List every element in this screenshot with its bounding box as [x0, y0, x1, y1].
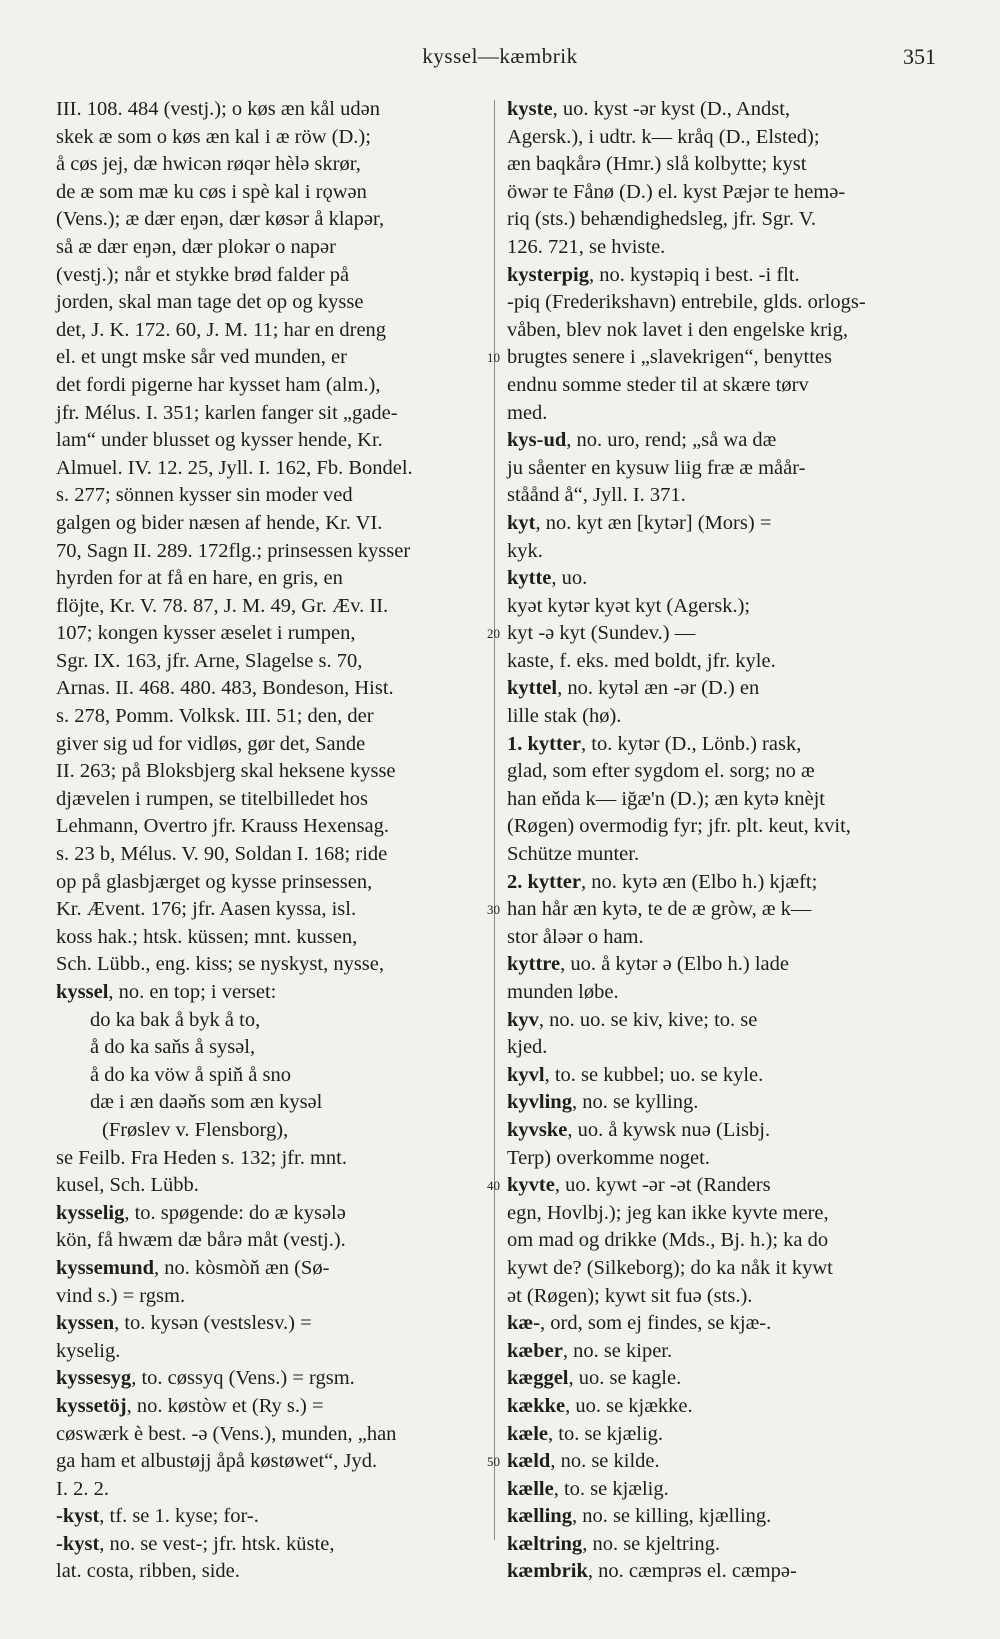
text-line: Kr. Ævent. 176; jfr. Aasen kyssa, isl. — [56, 898, 357, 921]
text-line: (Røgen) overmodig fyr; jfr. plt. keut, kvit, — [507, 815, 851, 838]
text-line: giver sig ud for vidløs, gør det, Sande — [56, 732, 366, 755]
text-line: -piq (Frederikshavn) entrebile, glds. orlogs- — [507, 291, 866, 314]
headword: kyvte — [507, 1174, 555, 1197]
page-number: 351 — [903, 44, 936, 69]
headword: kæle — [507, 1422, 548, 1445]
text-line: kywt de? (Silkeborg); do ka nåk it kywt — [507, 1256, 833, 1279]
text-line: kæmbrik, no. cæmprəs el. cæmpə- — [507, 1560, 797, 1583]
text-line: kyvl, to. se kubbel; uo. se kyle. — [507, 1063, 764, 1086]
text-line: s. 23 b, Mélus. V. 90, Soldan I. 168; ride — [56, 843, 388, 866]
text-line: æn baqkårə (Hmr.) slå kolbytte; kyst — [507, 153, 807, 176]
text-line: kæld, no. se kilde. — [507, 1450, 660, 1473]
text-line: kyssemund, no. kòsmòň æn (Sø- — [56, 1256, 330, 1279]
text-line: kyvske, uo. å kywsk nuə (Lisbj. — [507, 1118, 771, 1141]
text-line: 2. kytter, no. kytə æn (Elbo h.) kjæft; — [507, 870, 818, 893]
text-line: s. 278, Pomm. Volksk. III. 51; den, der — [56, 705, 374, 728]
text-line: Arnas. II. 468. 480. 483, Bondeson, Hist. — [56, 677, 394, 700]
text-line: kyssetöj, no. køstòw et (Ry s.) = — [56, 1394, 324, 1417]
text-line: endnu somme steder til at skære tørv — [507, 373, 809, 396]
text-line: skek æ som o køs æn kal i æ röw (D.); — [56, 125, 371, 148]
line-number: 50 — [487, 1454, 500, 1470]
running-header: kyssel—kæmbrik — [422, 44, 578, 68]
text-line: I. 2. 2. — [56, 1477, 109, 1500]
text-line: Almuel. IV. 12. 25, Jyll. I. 162, Fb. Bondel. — [56, 456, 413, 479]
headword: kyvl — [507, 1063, 545, 1086]
text-line: Schütze munter. — [507, 843, 640, 866]
text-line: kælling, no. se killing, kjælling. — [507, 1505, 772, 1528]
text-line: våben, blev nok lavet i den engelske krig, — [507, 318, 848, 341]
text-line: om mad og drikke (Mds., Bj. h.); ka do — [507, 1229, 829, 1252]
text-line: s. 277; sönnen kysser sin moder ved — [56, 484, 353, 507]
text-line: galgen og bider næsen af hende, Kr. VI. — [56, 511, 383, 534]
text-line: kyssen, to. kysən (vestslesv.) = — [56, 1312, 312, 1335]
text-line: kæltring, no. se kjeltring. — [507, 1532, 720, 1555]
headword: kytte — [507, 567, 552, 590]
headword: kyssemund — [56, 1256, 154, 1279]
headword: kyttre — [507, 953, 561, 976]
text-line: kæ-, ord, som ej findes, se kjæ-. — [507, 1312, 772, 1335]
text-line: II. 263; på Bloksbjerg skal heksene kysse — [56, 760, 396, 783]
text-line: kusel, Sch. Lübb. — [56, 1174, 199, 1197]
right-column — [507, 96, 937, 1586]
text-line: kæber, no. se kiper. — [507, 1339, 673, 1362]
text-line: riq (sts.) behændighedsleg, jfr. Sgr. V. — [507, 208, 817, 231]
text-line: kyk. — [507, 539, 543, 562]
text-line: Sch. Lübb., eng. kiss; se nyskyst, nysse, — [56, 953, 384, 976]
headword: kyssen — [56, 1312, 115, 1335]
left-column — [56, 96, 482, 1586]
text-line: lam“ under blusset og kysser hende, Kr. — [56, 429, 383, 452]
text-line: lat. costa, ribben, side. — [56, 1560, 240, 1583]
text-line: ju såenter en kysuw liig fræ æ måår- — [507, 456, 806, 479]
headword: kæber — [507, 1339, 563, 1362]
text-line: glad, som efter sygdom el. sorg; no æ — [507, 760, 815, 783]
text-line: öwər te Fånø (D.) el. kyst Pæjər te hemə- — [507, 180, 846, 203]
headword: 2. kytter — [507, 870, 582, 893]
text-line: kyttre, uo. å kytər ə (Elbo h.) lade — [507, 953, 789, 976]
text-line: flöjte, Kr. V. 78. 87, J. M. 49, Gr. Æv. II. — [56, 594, 389, 617]
text-line: vind s.) = rgsm. — [56, 1284, 186, 1307]
headword: kyssel — [56, 981, 109, 1003]
text-line: kön, få hwæm dæ bårə måt (vestj.). — [56, 1229, 346, 1252]
text-line: op på glasbjærget og kysse prinsessen, — [56, 870, 373, 893]
text-line: hyrden for at få en hare, en gris, en — [56, 567, 343, 590]
text-line: å do ka saňs å sysəl, — [90, 1036, 256, 1059]
text-line: -kyst, no. se vest-; jfr. htsk. küste, — [56, 1532, 335, 1555]
text-line: kytte, uo. — [507, 567, 588, 590]
headword: kyt — [507, 511, 536, 534]
headword: kys-ud — [507, 429, 567, 452]
text-line: munden løbe. — [507, 981, 619, 1003]
headword: kælle — [507, 1477, 554, 1500]
text-line: (vestj.); når et stykke brød falder på — [56, 263, 350, 286]
headword: kyvske — [507, 1118, 568, 1141]
headword: kælling — [507, 1505, 572, 1528]
text-line: ståånd å“, Jyll. I. 371. — [507, 484, 686, 507]
text-line: 126. 721, se hviste. — [507, 235, 666, 258]
text-line: 70, Sagn II. 289. 172flg.; prinsessen kysser — [56, 539, 411, 562]
text-line: kæle, to. se kjælig. — [507, 1422, 664, 1445]
text-line: kyət kytər kyət kyt (Agersk.); — [507, 594, 751, 617]
headword: kæmbrik — [507, 1560, 588, 1583]
text-line: jfr. Mélus. I. 351; karlen fanger sit „gade- — [56, 401, 398, 424]
text-line: å cøs jej, dæ hwicən røqər hèlə skrør, — [56, 153, 361, 176]
text-line: djævelen i rumpen, se titelbilledet hos — [56, 787, 368, 810]
text-line: 107; kongen kysser æselet i rumpen, — [56, 622, 356, 645]
text-line: Sgr. IX. 163, jfr. Arne, Slagelse s. 70, — [56, 649, 363, 672]
text-line: kyvte, uo. kywt -ər -ət (Randers — [507, 1174, 771, 1197]
text-line: se Feilb. Fra Heden s. 132; jfr. mnt. — [56, 1146, 347, 1169]
text-line: kælle, to. se kjælig. — [507, 1477, 669, 1500]
text-line: så æ dær eŋən, dær plokər o napər — [56, 235, 336, 258]
text-line: kyste, uo. kyst -ər kyst (D., Andst, — [507, 98, 791, 120]
text-line: å do ka vöw å spiň å sno — [90, 1063, 291, 1086]
text-line: (Frøslev v. Flensborg), — [102, 1118, 289, 1141]
headword: kæld — [507, 1450, 551, 1473]
text-line: kække, uo. se kjække. — [507, 1394, 693, 1417]
headword: kække — [507, 1394, 566, 1417]
headword: kyvling — [507, 1091, 572, 1114]
text-line: stor åləər o ham. — [507, 925, 644, 948]
text-line: 1. kytter, to. kytər (D., Lönb.) rask, — [507, 732, 802, 755]
headword: kæ- — [507, 1312, 541, 1335]
text-line: det fordi pigerne har kysset ham (alm.), — [56, 373, 381, 396]
line-number: 10 — [487, 350, 500, 366]
text-line: han eňda k— iğæ'n (D.); æn kytə knèjt — [507, 787, 825, 810]
text-line: kyv, no. uo. se kiv, kive; to. se — [507, 1008, 758, 1031]
text-line: III. 108. 484 (vestj.); o køs æn kål udən — [56, 98, 380, 120]
headword: kyste — [507, 98, 553, 120]
text-line: Terp) overkomme noget. — [507, 1146, 710, 1169]
text-line: Agersk.), i udtr. k— kråq (D., Elsted); — [507, 125, 820, 148]
line-number: 40 — [487, 1178, 500, 1194]
headword: kæltring — [507, 1532, 583, 1555]
text-line: -kyst, tf. se 1. kyse; for-. — [56, 1505, 259, 1528]
text-line: kyselig. — [56, 1339, 121, 1362]
text-line: med. — [507, 401, 548, 424]
text-line: kyssel, no. en top; i verset: — [56, 981, 277, 1003]
headword: -kyst — [56, 1505, 100, 1528]
text-line: kaste, f. eks. med boldt, jfr. kyle. — [507, 649, 776, 672]
line-number: 30 — [487, 902, 500, 918]
text-line: kyt, no. kyt æn [kytər] (Mors) = — [507, 511, 772, 534]
text-line: ga ham et albustøjj åpå køstøwet“, Jyd. — [56, 1450, 378, 1473]
text-line: brugtes senere i „slavekrigen“, benyttes — [507, 346, 833, 369]
headword: kyv — [507, 1008, 539, 1031]
text-line: kysselig, to. spøgende: do æ kysələ — [56, 1201, 346, 1224]
text-line: det, J. K. 172. 60, J. M. 11; har en dreng — [56, 318, 387, 341]
headword: kæggel — [507, 1367, 569, 1390]
text-line: egn, Hovlbj.); jeg kan ikke kyvte mere, — [507, 1201, 829, 1224]
text-line: kys-ud, no. uro, rend; „så wa dæ — [507, 429, 777, 452]
text-line: kyt -ə kyt (Sundev.) — — [507, 622, 696, 645]
text-line: ət (Røgen); kywt sit fuə (sts.). — [507, 1284, 753, 1307]
column-divider — [494, 100, 495, 1540]
text-line: lille stak (hø). — [507, 705, 622, 728]
text-line: dæ i æn daəňs som æn kysəl — [90, 1091, 323, 1114]
text-line: kysterpig, no. kystəpiq i best. -i flt. — [507, 263, 800, 286]
text-line: kjed. — [507, 1036, 548, 1059]
text-line: Lehmann, Overtro jfr. Krauss Hexensag. — [56, 815, 390, 838]
text-line: el. et ungt mske sår ved munden, er — [56, 346, 347, 369]
text-line: (Vens.); æ dær eŋən, dær køsər å klapər, — [56, 208, 385, 231]
line-number: 20 — [487, 626, 500, 642]
headword: kysterpig — [507, 263, 589, 286]
text-line: jorden, skal man tage det op og kysse — [56, 291, 364, 314]
text-line: kyssesyg, to. cøssyq (Vens.) = rgsm. — [56, 1367, 355, 1390]
text-line: koss hak.; htsk. küssen; mnt. kussen, — [56, 925, 358, 948]
text-line: de æ som mæ ku cøs i spè kal i rǫwən — [56, 180, 367, 203]
text-line: han hår æn kytə, te de æ gròw, æ k— — [507, 898, 812, 921]
text-line: cøswærk è best. -ə (Vens.), munden, „han — [56, 1422, 397, 1445]
text-line: do ka bak å byk å to, — [90, 1008, 261, 1031]
headword: kysselig — [56, 1201, 125, 1224]
headword: -kyst — [56, 1532, 100, 1555]
headword: kyttel — [507, 677, 558, 700]
headword: kyssetöj — [56, 1394, 127, 1417]
headword: 1. kytter — [507, 732, 582, 755]
text-line: kyttel, no. kytəl æn -ər (D.) en — [507, 677, 760, 700]
headword: kyssesyg — [56, 1367, 132, 1390]
text-line: kyvling, no. se kylling. — [507, 1091, 699, 1114]
text-line: kæggel, uo. se kagle. — [507, 1367, 682, 1390]
